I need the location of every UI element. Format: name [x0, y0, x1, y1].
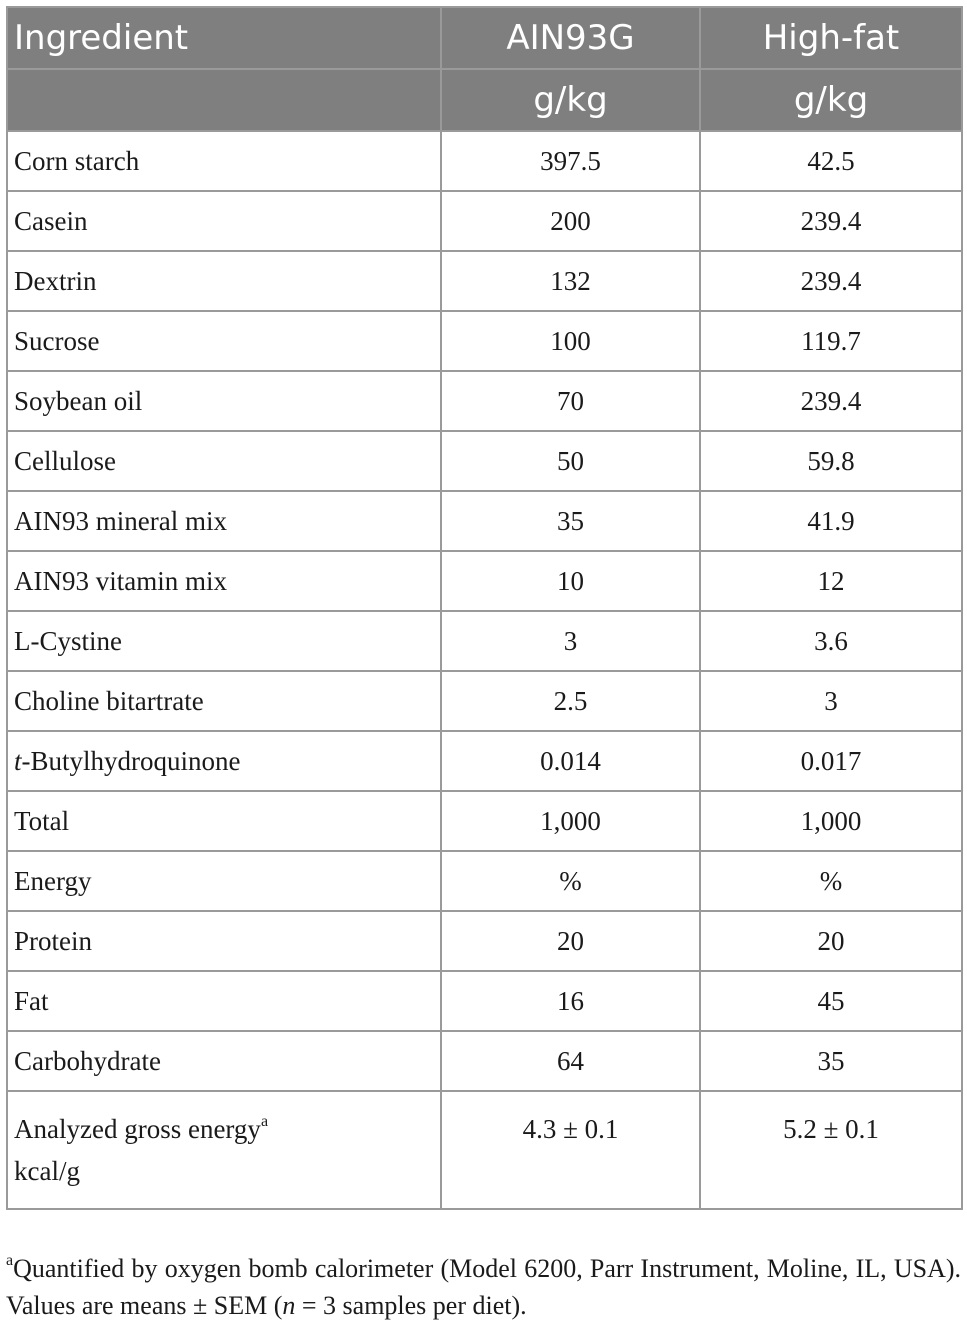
table-row [7, 371, 962, 431]
header-unit-ain93g: g/kg [441, 69, 700, 131]
ain93g-value: 35 [441, 491, 700, 551]
table-row [7, 131, 962, 191]
row-label: AIN93 mineral mix [7, 491, 441, 551]
row-label: Fat [7, 971, 441, 1031]
ain93g-value: 70 [441, 371, 700, 431]
table-row [7, 311, 962, 371]
ain93g-value: 397.5 [441, 131, 700, 191]
table-row [7, 671, 962, 731]
ain93g-value: 200 [441, 191, 700, 251]
footnote-n-italic: n [282, 1291, 296, 1320]
row-label-rest: -Butylhydroquinone [21, 745, 241, 776]
header-unit-row [7, 69, 962, 131]
ain93g-value: 1,000 [441, 791, 700, 851]
footnote-marker: a [260, 1113, 269, 1130]
ain93g-value: 16 [441, 971, 700, 1031]
table-row [7, 731, 962, 791]
high-fat-value: 41.9 [700, 491, 962, 551]
ain93g-value: % [441, 851, 700, 911]
row-label: Dextrin [7, 251, 441, 311]
high-fat-value: 0.017 [700, 731, 962, 791]
high-fat-value: 3.6 [700, 611, 962, 671]
gross-energy-unit: kcal/g [14, 1156, 80, 1186]
header-ingredient: Ingredient [7, 7, 441, 69]
table-row [7, 851, 962, 911]
footnote-marker: a [6, 1252, 14, 1269]
row-label: Protein [7, 911, 441, 971]
footnote-text-part2: = 3 samples per diet). [295, 1291, 527, 1320]
high-fat-value: 239.4 [700, 251, 962, 311]
table-row [7, 191, 962, 251]
row-label: L-Cystine [7, 611, 441, 671]
diet-composition-table [6, 6, 963, 1210]
table-row [7, 1031, 962, 1091]
ain93g-value: 2.5 [441, 671, 700, 731]
high-fat-value: 59.8 [700, 431, 962, 491]
table-row [7, 971, 962, 1031]
high-fat-value: % [700, 851, 962, 911]
row-label: AIN93 vitamin mix [7, 551, 441, 611]
high-fat-value: 20 [700, 911, 962, 971]
row-label: Casein [7, 191, 441, 251]
table-row [7, 251, 962, 311]
table-row [7, 791, 962, 851]
diet-composition-table-container [6, 6, 961, 1210]
ain93g-value: 132 [441, 251, 700, 311]
table-header [7, 7, 962, 131]
header-row [7, 7, 962, 69]
table-row [7, 611, 962, 671]
footnote-text-part1: Quantified by oxygen bomb calorimeter (Model 6200, Parr Instrument, Moline, IL, USA). Values are means ± SEM ( [6, 1254, 961, 1320]
header-unit-high-fat: g/kg [700, 69, 962, 131]
table-row-gross-energy [7, 1091, 962, 1209]
row-label: Choline bitartrate [7, 671, 441, 731]
ain93g-value: 50 [441, 431, 700, 491]
high-fat-value: 42.5 [700, 131, 962, 191]
row-label: Total [7, 791, 441, 851]
row-label: Sucrose [7, 311, 441, 371]
row-label [7, 731, 441, 791]
row-label-italic-prefix: t [14, 745, 22, 776]
high-fat-value: 3 [700, 671, 962, 731]
high-fat-value: 1,000 [700, 791, 962, 851]
table-row [7, 911, 962, 971]
row-label: Corn starch [7, 131, 441, 191]
header-high-fat: High-fat [700, 7, 962, 69]
row-label: Cellulose [7, 431, 441, 491]
high-fat-value: 239.4 [700, 191, 962, 251]
high-fat-value: 5.2 ± 0.1 [700, 1091, 962, 1209]
high-fat-value: 35 [700, 1031, 962, 1091]
high-fat-value: 119.7 [700, 311, 962, 371]
row-label: Energy [7, 851, 441, 911]
row-label: Carbohydrate [7, 1031, 441, 1091]
ain93g-value: 100 [441, 311, 700, 371]
ain93g-value: 0.014 [441, 731, 700, 791]
table-row [7, 551, 962, 611]
header-ain93g: AIN93G [441, 7, 700, 69]
ain93g-value: 10 [441, 551, 700, 611]
table-row [7, 431, 962, 491]
table-footnote [6, 1250, 961, 1324]
header-unit-empty [7, 69, 441, 131]
ain93g-value: 4.3 ± 0.1 [441, 1091, 700, 1209]
row-label [7, 1091, 441, 1209]
high-fat-value: 12 [700, 551, 962, 611]
ain93g-value: 3 [441, 611, 700, 671]
ain93g-value: 64 [441, 1031, 700, 1091]
row-label: Soybean oil [7, 371, 441, 431]
high-fat-value: 239.4 [700, 371, 962, 431]
ain93g-value: 20 [441, 911, 700, 971]
high-fat-value: 45 [700, 971, 962, 1031]
table-row [7, 491, 962, 551]
table-body [7, 131, 962, 1209]
gross-energy-label: Analyzed gross energy [14, 1114, 261, 1144]
